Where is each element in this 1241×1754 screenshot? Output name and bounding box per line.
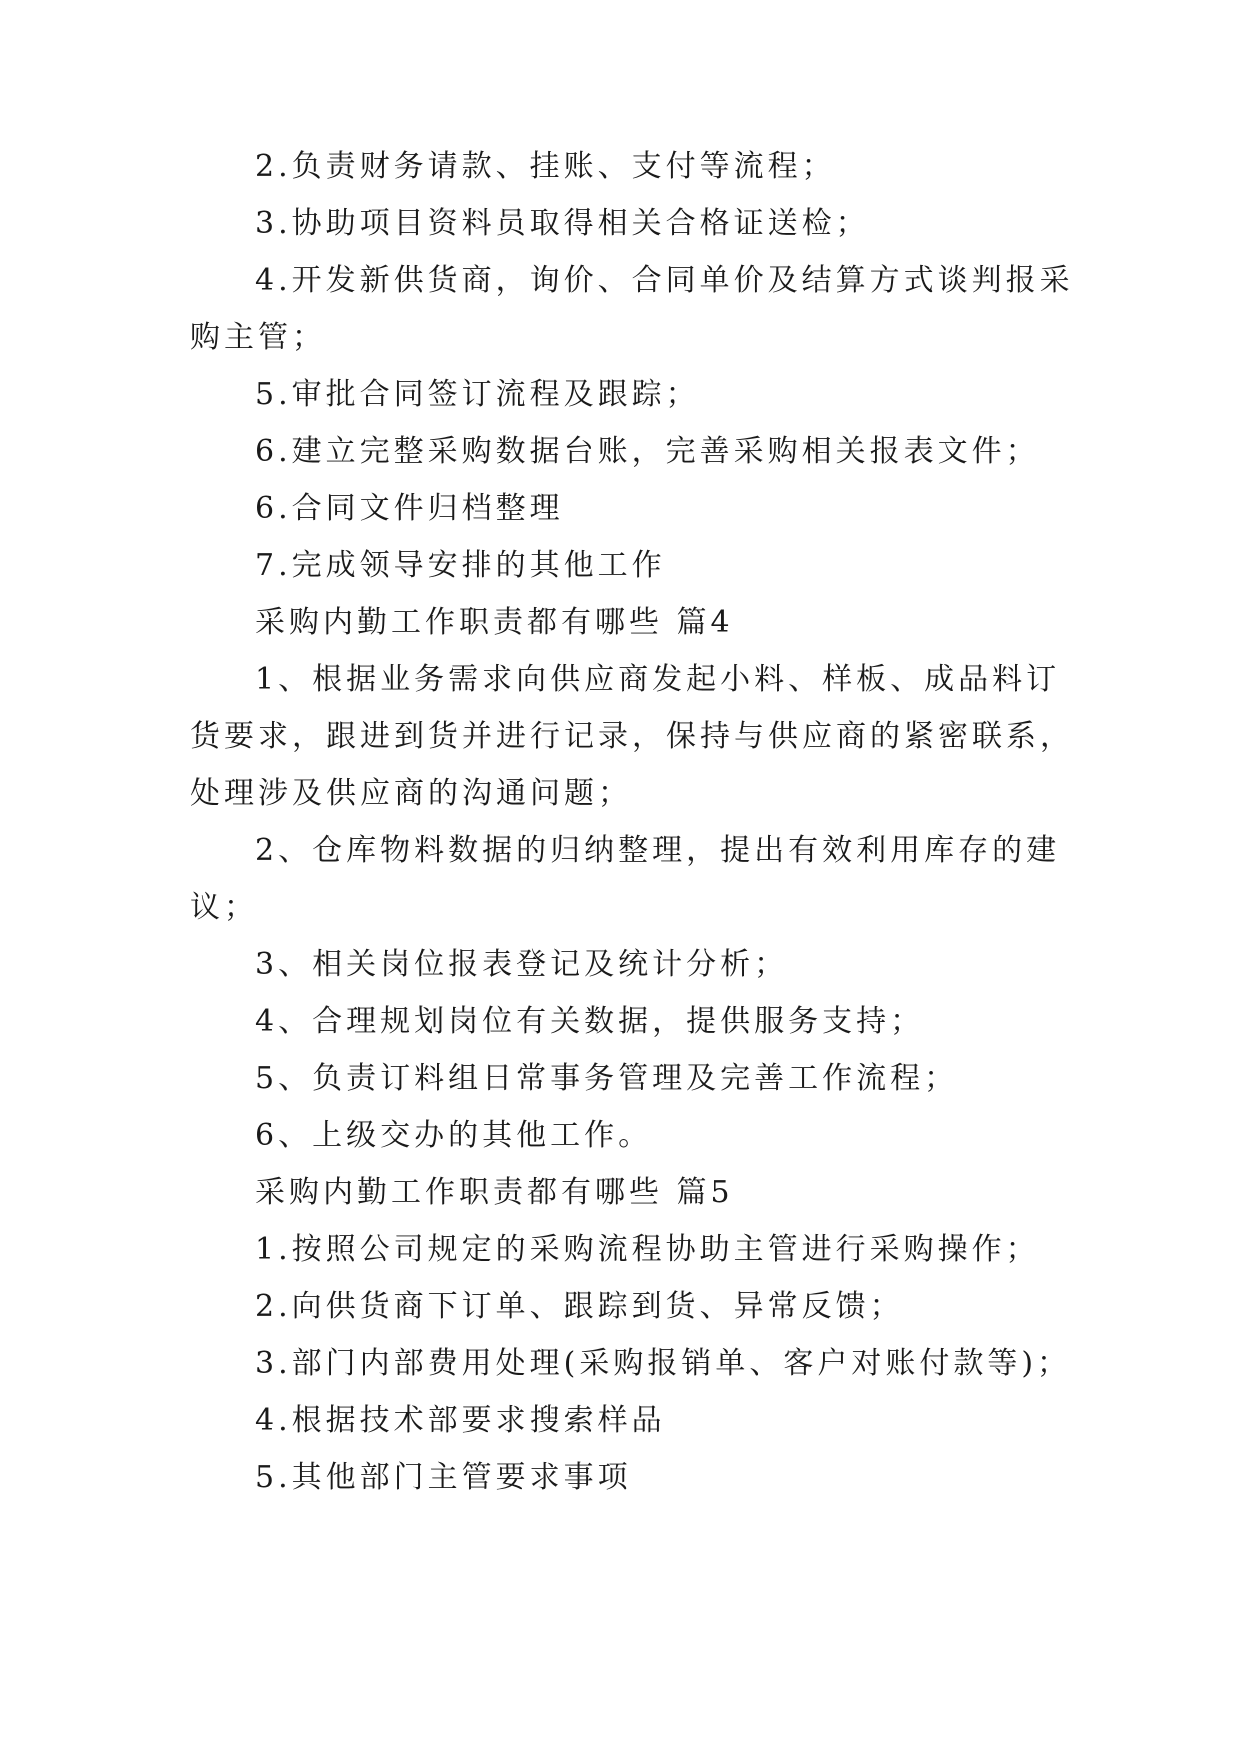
paragraph-line: 4.开发新供货商，询价、合同单价及结算方式谈判报采	[255, 263, 1074, 298]
paragraph-line: 1、根据业务需求向供应商发起小料、样板、成品料订	[255, 662, 1061, 697]
paragraph-line: 5.审批合同签订流程及跟踪；	[255, 377, 700, 412]
section-heading: 采购内勤工作职责都有哪些 篇4	[255, 605, 734, 640]
paragraph-line: 4、合理规划岗位有关数据，提供服务支持；	[255, 1004, 925, 1039]
paragraph-line: 2、仓库物料数据的归纳整理，提出有效利用库存的建	[255, 833, 1061, 868]
section-heading: 采购内勤工作职责都有哪些 篇5	[255, 1175, 734, 1210]
paragraph-line: 3、相关岗位报表登记及统计分析；	[255, 947, 789, 982]
paragraph-line: 4.根据技术部要求搜索样品	[255, 1403, 666, 1438]
paragraph-line: 货要求，跟进到货并进行记录，保持与供应商的紧密联系，	[190, 719, 1074, 754]
paragraph-line: 2.负责财务请款、挂账、支付等流程；	[255, 149, 836, 184]
paragraph-line: 3.部门内部费用处理(采购报销单、客户对账付款等)；	[255, 1346, 1072, 1381]
paragraph-line: 购主管；	[190, 320, 326, 355]
paragraph-line: 议；	[190, 890, 258, 925]
paragraph-line: 6.合同文件归档整理	[255, 491, 564, 526]
paragraph-line: 1.按照公司规定的采购流程协助主管进行采购操作；	[255, 1232, 1040, 1267]
paragraph-line: 7.完成领导安排的其他工作	[255, 548, 666, 583]
paragraph-line: 5、负责订料组日常事务管理及完善工作流程；	[255, 1061, 959, 1096]
paragraph-line: 处理涉及供应商的沟通问题；	[190, 776, 632, 811]
paragraph-line: 5.其他部门主管要求事项	[255, 1460, 632, 1495]
paragraph-line: 6.建立完整采购数据台账，完善采购相关报表文件；	[255, 434, 1040, 469]
paragraph-line: 6、上级交办的其他工作。	[255, 1118, 653, 1153]
paragraph-line: 3.协助项目资料员取得相关合格证送检；	[255, 206, 870, 241]
paragraph-line: 2.向供货商下订单、跟踪到货、异常反馈；	[255, 1289, 904, 1324]
